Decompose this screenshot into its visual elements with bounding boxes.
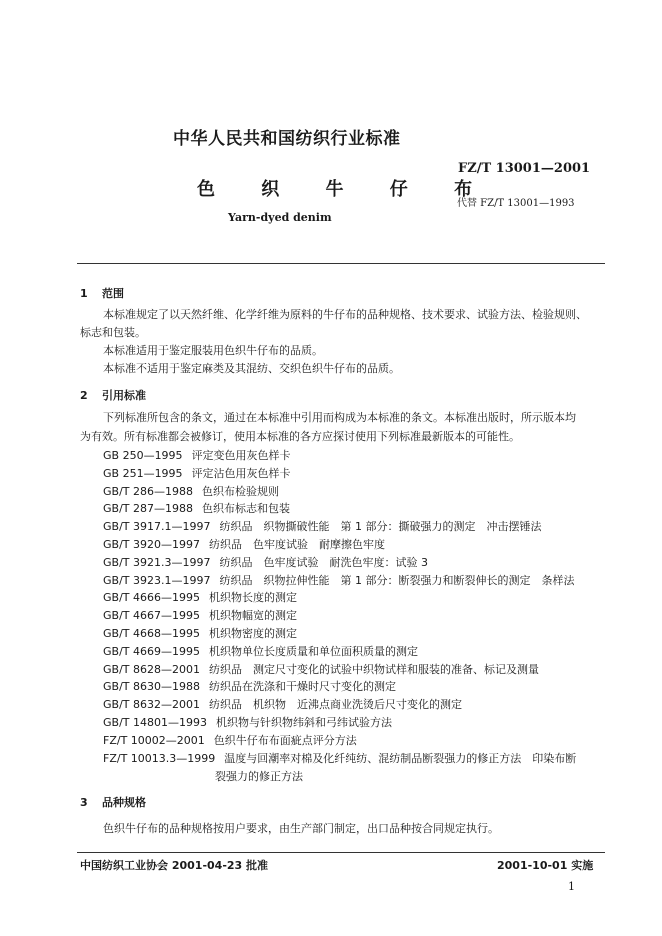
- reference-code: GB/T 8628—2001: [103, 662, 200, 676]
- reference-item: [103, 643, 418, 659]
- reference-title: 纺织品在洗涤和干燥时尺寸变化的测定: [208, 680, 396, 694]
- reference-item: [103, 714, 392, 730]
- reference-code: GB/T 3921.3—1997: [103, 555, 211, 569]
- reference-item: [103, 732, 357, 748]
- reference-item: [103, 536, 385, 552]
- reference-code: GB 250—1995: [103, 449, 183, 462]
- reference-code: GB/T 14801—1993: [103, 716, 207, 729]
- header-divider: [77, 263, 605, 264]
- reference-item: [103, 625, 297, 641]
- reference-code: GB/T 4669—1995: [103, 644, 200, 658]
- reference-title: 色织布检验规则: [201, 484, 279, 498]
- reference-item: [103, 518, 541, 534]
- reference-item: [103, 483, 279, 499]
- reference-item: [103, 554, 428, 570]
- reference-code: GB/T 8632—2001: [103, 698, 200, 712]
- reference-title: 纺织品 色牢度试验 耐洗色牢度：试验 3: [219, 555, 428, 569]
- reference-code: GB/T 286—1988: [103, 484, 193, 498]
- reference-item: [103, 607, 297, 623]
- reference-title: 机织物幅宽的测定: [208, 609, 297, 623]
- paragraph: 本标准不适用于鉴定麻类及其混纺、交织色织牛仔布的品质。: [103, 362, 400, 375]
- section-title: 品种规格: [102, 796, 146, 809]
- reference-title: 温度与回潮率对棉及化纤纯纺、混纺制品断裂强力的修正方法 印染布断: [224, 751, 577, 765]
- section-title: 范围: [102, 287, 124, 300]
- reference-title: 纺织品 色牢度试验 耐摩擦色牢度: [208, 538, 385, 551]
- reference-title: 机织物单位长度质量和单位面积质量的测定: [208, 644, 418, 658]
- industry-standard-heading: 中华人民共和国纺织行业标准: [173, 129, 401, 149]
- document-title: 色 织 牛 仔 布: [197, 179, 493, 200]
- reference-item: [103, 447, 291, 463]
- reference-item: [103, 465, 291, 481]
- reference-code: GB/T 4668—1995: [103, 627, 200, 640]
- reference-title: 机织物长度的测定: [208, 591, 297, 605]
- reference-title: 评定变色用灰色样卡: [191, 449, 291, 462]
- paragraph: 下列标准所包含的条文，通过在本标准中引用而构成为本标准的条文。本标准出版时，所示版本均: [103, 411, 576, 424]
- section-title: 引用标准: [102, 389, 146, 402]
- approval-statement: 中国纺织工业协会 2001-04-23 批准: [80, 859, 269, 872]
- implementation-date: 2001-10-01 实施: [497, 859, 594, 872]
- reference-item: [103, 696, 462, 712]
- reference-item: [103, 500, 290, 516]
- reference-continuation: 裂强力的修正方法: [215, 770, 303, 783]
- reference-title: 纺织品 织物撕破性能 第 1 部分：撕破强力的测定 冲击摆锤法: [219, 520, 542, 534]
- reference-code: GB/T 3923.1—1997: [103, 573, 211, 587]
- reference-item: [103, 678, 396, 694]
- reference-title: 色织布标志和包装: [201, 502, 290, 516]
- reference-code: FZ/T 10013.3—1999: [103, 751, 216, 765]
- section-1-heading: [80, 285, 124, 301]
- paragraph: 本标准规定了以天然纤维、化学纤维为原料的牛仔布的品种规格、技术要求、试验方法、检验规则、: [103, 308, 587, 321]
- reference-item: [103, 750, 576, 766]
- standard-number: FZ/T 13001—2001: [458, 161, 591, 176]
- section-number: 3: [80, 796, 88, 809]
- reference-title: 纺织品 测定尺寸变化的试验中织物试样和服装的准备、标记及测量: [208, 662, 539, 676]
- reference-item: [103, 589, 297, 605]
- english-title: Yarn-dyed denim: [228, 211, 332, 224]
- reference-code: GB 251—1995: [103, 466, 183, 480]
- paragraph: 标志和包装。: [80, 326, 146, 339]
- reference-code: GB/T 3917.1—1997: [103, 520, 211, 534]
- reference-title: 色织牛仔布布面疵点评分方法: [213, 733, 357, 747]
- footer-divider: [77, 852, 605, 853]
- reference-code: GB/T 4666—1995: [103, 591, 200, 605]
- reference-code: GB/T 287—1988: [103, 502, 193, 516]
- section-3-heading: [80, 794, 146, 810]
- reference-item: [103, 572, 574, 588]
- reference-code: GB/T 4667—1995: [103, 609, 200, 623]
- reference-title: 纺织品 机织物 近沸点商业洗烫后尺寸变化的测定: [208, 698, 462, 712]
- replaces-standard: 代替 FZ/T 13001—1993: [457, 198, 575, 209]
- paragraph: 为有效。所有标准都会被修订，使用本标准的各方应探讨使用下列标准最新版本的可能性。: [80, 430, 520, 443]
- reference-code: GB/T 8630—1988: [103, 680, 200, 694]
- section-number: 2: [80, 389, 88, 402]
- section-number: 1: [80, 287, 88, 300]
- paragraph: 本标准适用于鉴定服装用色织牛仔布的品质。: [103, 344, 323, 357]
- reference-title: 评定沾色用灰色样卡: [191, 466, 291, 480]
- page-number: 1: [568, 880, 575, 893]
- reference-item: [103, 661, 539, 677]
- section-2-heading: [80, 387, 146, 403]
- reference-title: 机织物与针织物纬斜和弓纬试验方法: [215, 716, 392, 729]
- reference-title: 纺织品 织物拉伸性能 第 1 部分：断裂强力和断裂伸长的测定 条样法: [219, 573, 575, 587]
- paragraph: 色织牛仔布的品种规格按用户要求，由生产部门制定，出口品种按合同规定执行。: [103, 822, 499, 835]
- reference-code: GB/T 3920—1997: [103, 538, 200, 551]
- reference-title: 机织物密度的测定: [208, 627, 297, 640]
- reference-code: FZ/T 10002—2001: [103, 733, 205, 747]
